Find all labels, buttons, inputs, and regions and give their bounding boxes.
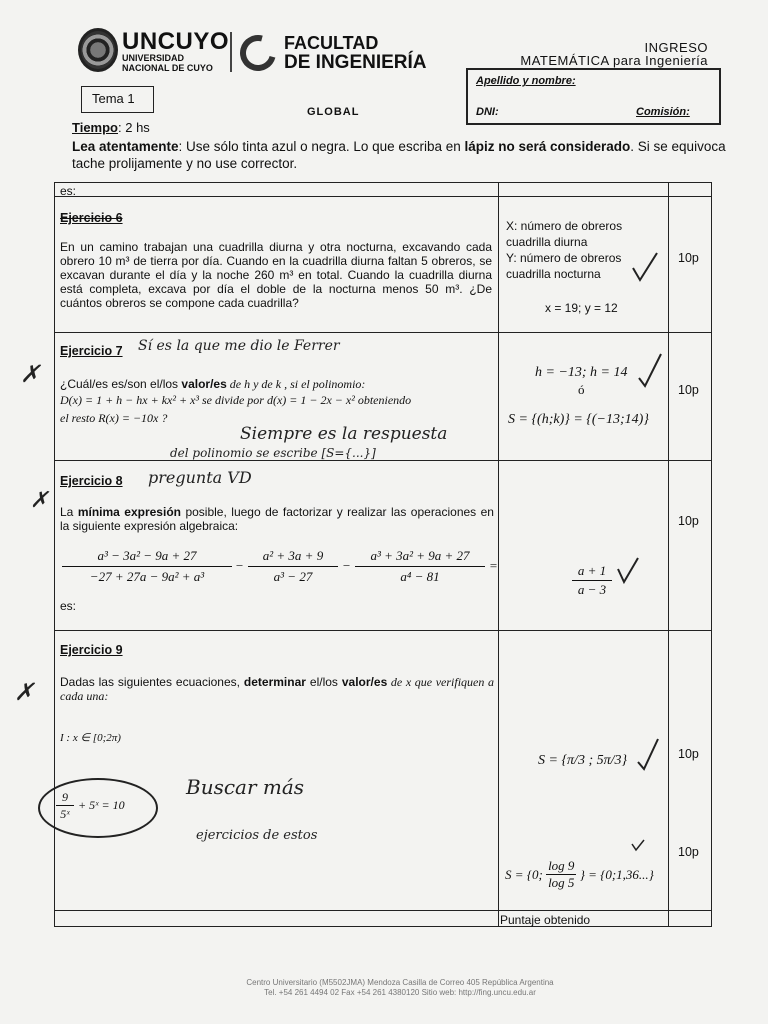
exercise-6-title: Ejercicio 6 <box>60 211 123 225</box>
exercise-6-answer-result: x = 19; y = 12 <box>545 301 618 315</box>
exercise-8-answer: a + 1 a − 3 <box>572 563 612 598</box>
exercise-7-handwritten-comment: Siempre es la respuesta <box>240 424 448 444</box>
table-rule <box>54 910 712 911</box>
exercise-8-expression: a³ − 3a² − 9a + 27 −27 + 27a − 9a² + a³ − a² + 3a + 9 a³ − 27 − a³ + 3a² + 9a + 27 a⁴ − 81 = <box>62 548 442 590</box>
time-info: Tiempo: 2 hs <box>72 120 150 135</box>
exercise-7-statement: ¿Cuál/es es/son el/los valor/es de h y de k , si el polinomio: <box>60 377 366 391</box>
margin-mark-icon: ✗ <box>20 360 41 388</box>
exercise-6-points: 10p <box>678 251 699 265</box>
checkmark-icon <box>630 250 660 284</box>
checkmark-icon <box>630 838 646 852</box>
global-label: GLOBAL <box>307 106 360 118</box>
exercise-9-points-2: 10p <box>678 845 699 859</box>
exercise-9-points-1: 10p <box>678 747 699 761</box>
table-rule <box>54 460 712 461</box>
exercise-9-item1: I : x ∈ [0;2π) <box>60 732 121 744</box>
exercise-6-statement: En un camino trabajan una cuadrilla diurna y otra nocturna, excavando cada obrero 10 m³ de tierra por día. Cuando en la cuadrilla diurna faltan 5 obreros, se excavan durante el día y la noche 260 m³ en total. Cuando la cuadrilla diurna está completa, excava por día el doble de la nocturna menos 50 m³. ¿De cuántos obreros se compone cada cuadrilla? <box>60 240 492 310</box>
logo-divider <box>230 32 232 72</box>
table-col-divider <box>498 182 499 927</box>
footer: Centro Universitario (M5502JMA) Mendoza Casilla de Correo 405 República Argentina Tel. +54 261 4494 02 Fax +54 261 4380120 Sitio web: http://fing.uncu.edu.ar <box>246 978 554 997</box>
faculty-mark-icon <box>233 28 282 77</box>
university-seal-icon <box>78 28 118 72</box>
exercise-8-title: Ejercicio 8 <box>60 474 123 488</box>
exercise-7-points: 10p <box>678 383 699 397</box>
table-rule <box>54 196 712 197</box>
exercise-6-answer-definitions: X: número de obreros cuadrilla diurna Y: número de obreros cuadrilla nocturna <box>506 219 623 281</box>
table-rule <box>54 332 712 333</box>
exercise-7-handwritten-comment: del polinomio se escribe [S={...}] <box>170 446 376 460</box>
table-col-divider <box>668 182 669 927</box>
exercise-8-handwritten-note: pregunta VD <box>148 468 252 487</box>
first-row-text: es: <box>60 184 77 198</box>
student-info-box <box>466 68 721 125</box>
exercise-9-answer1: S = {π/3 ; 5π/3} <box>538 753 628 768</box>
university-subtitle: UNIVERSIDAD NACIONAL DE CUYO <box>122 53 213 73</box>
exercise-9-statement: Dadas las siguientes ecuaciones, determinar el/los valor/es de x que verifiquen a cada una: <box>60 675 494 703</box>
table-border-top <box>54 182 712 183</box>
table-border-bottom <box>54 926 712 927</box>
exercise-7-answer-set: S = {(h;k)} = {(−13;14)} <box>508 412 649 427</box>
margin-mark-icon: ✗ <box>14 678 35 706</box>
exercise-7-polynomial: D(x) = 1 + h − hx + kx² + x³ se divide por d(x) = 1 − 2x − x² obteniendo <box>60 393 412 407</box>
instructions: Lea atentamente: Use sólo tinta azul o negra. Lo que escriba en lápiz no será considerado. Si se equivoca tache prolijamente y no use corrector. <box>72 139 726 171</box>
exercise-8-statement: La mínima expresión posible, luego de factorizar y realizar las operaciones en la siguiente expresión algebraica: <box>60 505 494 533</box>
exam-title: INGRESO <box>644 40 708 55</box>
exercise-7-remainder: el resto R(x) = −10x ? <box>60 411 168 425</box>
exercise-7-answer-values: h = −13; h = 14 <box>535 365 628 380</box>
uncuyo-logo <box>78 28 228 78</box>
table-rule <box>54 630 712 631</box>
exercise-9-answer2: S = {0; $\frac{\log 9}{\log 5}$ } = {0;1,36...} <box>505 858 654 890</box>
exercise-7-answer-or: ó <box>578 382 585 397</box>
margin-mark-icon: ✗ <box>30 488 49 513</box>
checkmark-icon <box>636 736 660 772</box>
exercise-9-handwritten-note: ejercicios de estos <box>196 828 318 843</box>
faculty-logo <box>240 33 440 77</box>
exercise-7-handwritten-note: Sí es la que me dio le Ferrer <box>138 338 340 354</box>
tema-box: Tema 1 <box>81 86 154 113</box>
university-name: UNCUYO <box>122 28 230 55</box>
checkmark-icon <box>616 555 640 585</box>
exercise-7-title: Ejercicio 7 <box>60 344 123 358</box>
faculty-name-line1: FACULTAD <box>284 33 379 53</box>
checkmark-icon <box>636 350 664 390</box>
faculty-name-line2: DE INGENIERÍA <box>284 52 427 73</box>
subject-title: MATEMÁTICA para Ingeniería <box>520 53 708 68</box>
comision-field-label[interactable]: Comisión: <box>636 106 690 118</box>
table-border-right <box>711 182 712 927</box>
dni-field-label[interactable]: DNI: <box>476 106 499 118</box>
exercise-8-points: 10p <box>678 514 699 528</box>
exercise-9-title: Ejercicio 9 <box>60 643 123 657</box>
name-field-label[interactable]: Apellido y nombre: <box>476 75 576 87</box>
score-label: Puntaje obtenido <box>500 913 591 927</box>
exercise-8-es-label: es: <box>60 599 77 613</box>
exercise-9-handwritten-note: Buscar más <box>186 775 305 799</box>
